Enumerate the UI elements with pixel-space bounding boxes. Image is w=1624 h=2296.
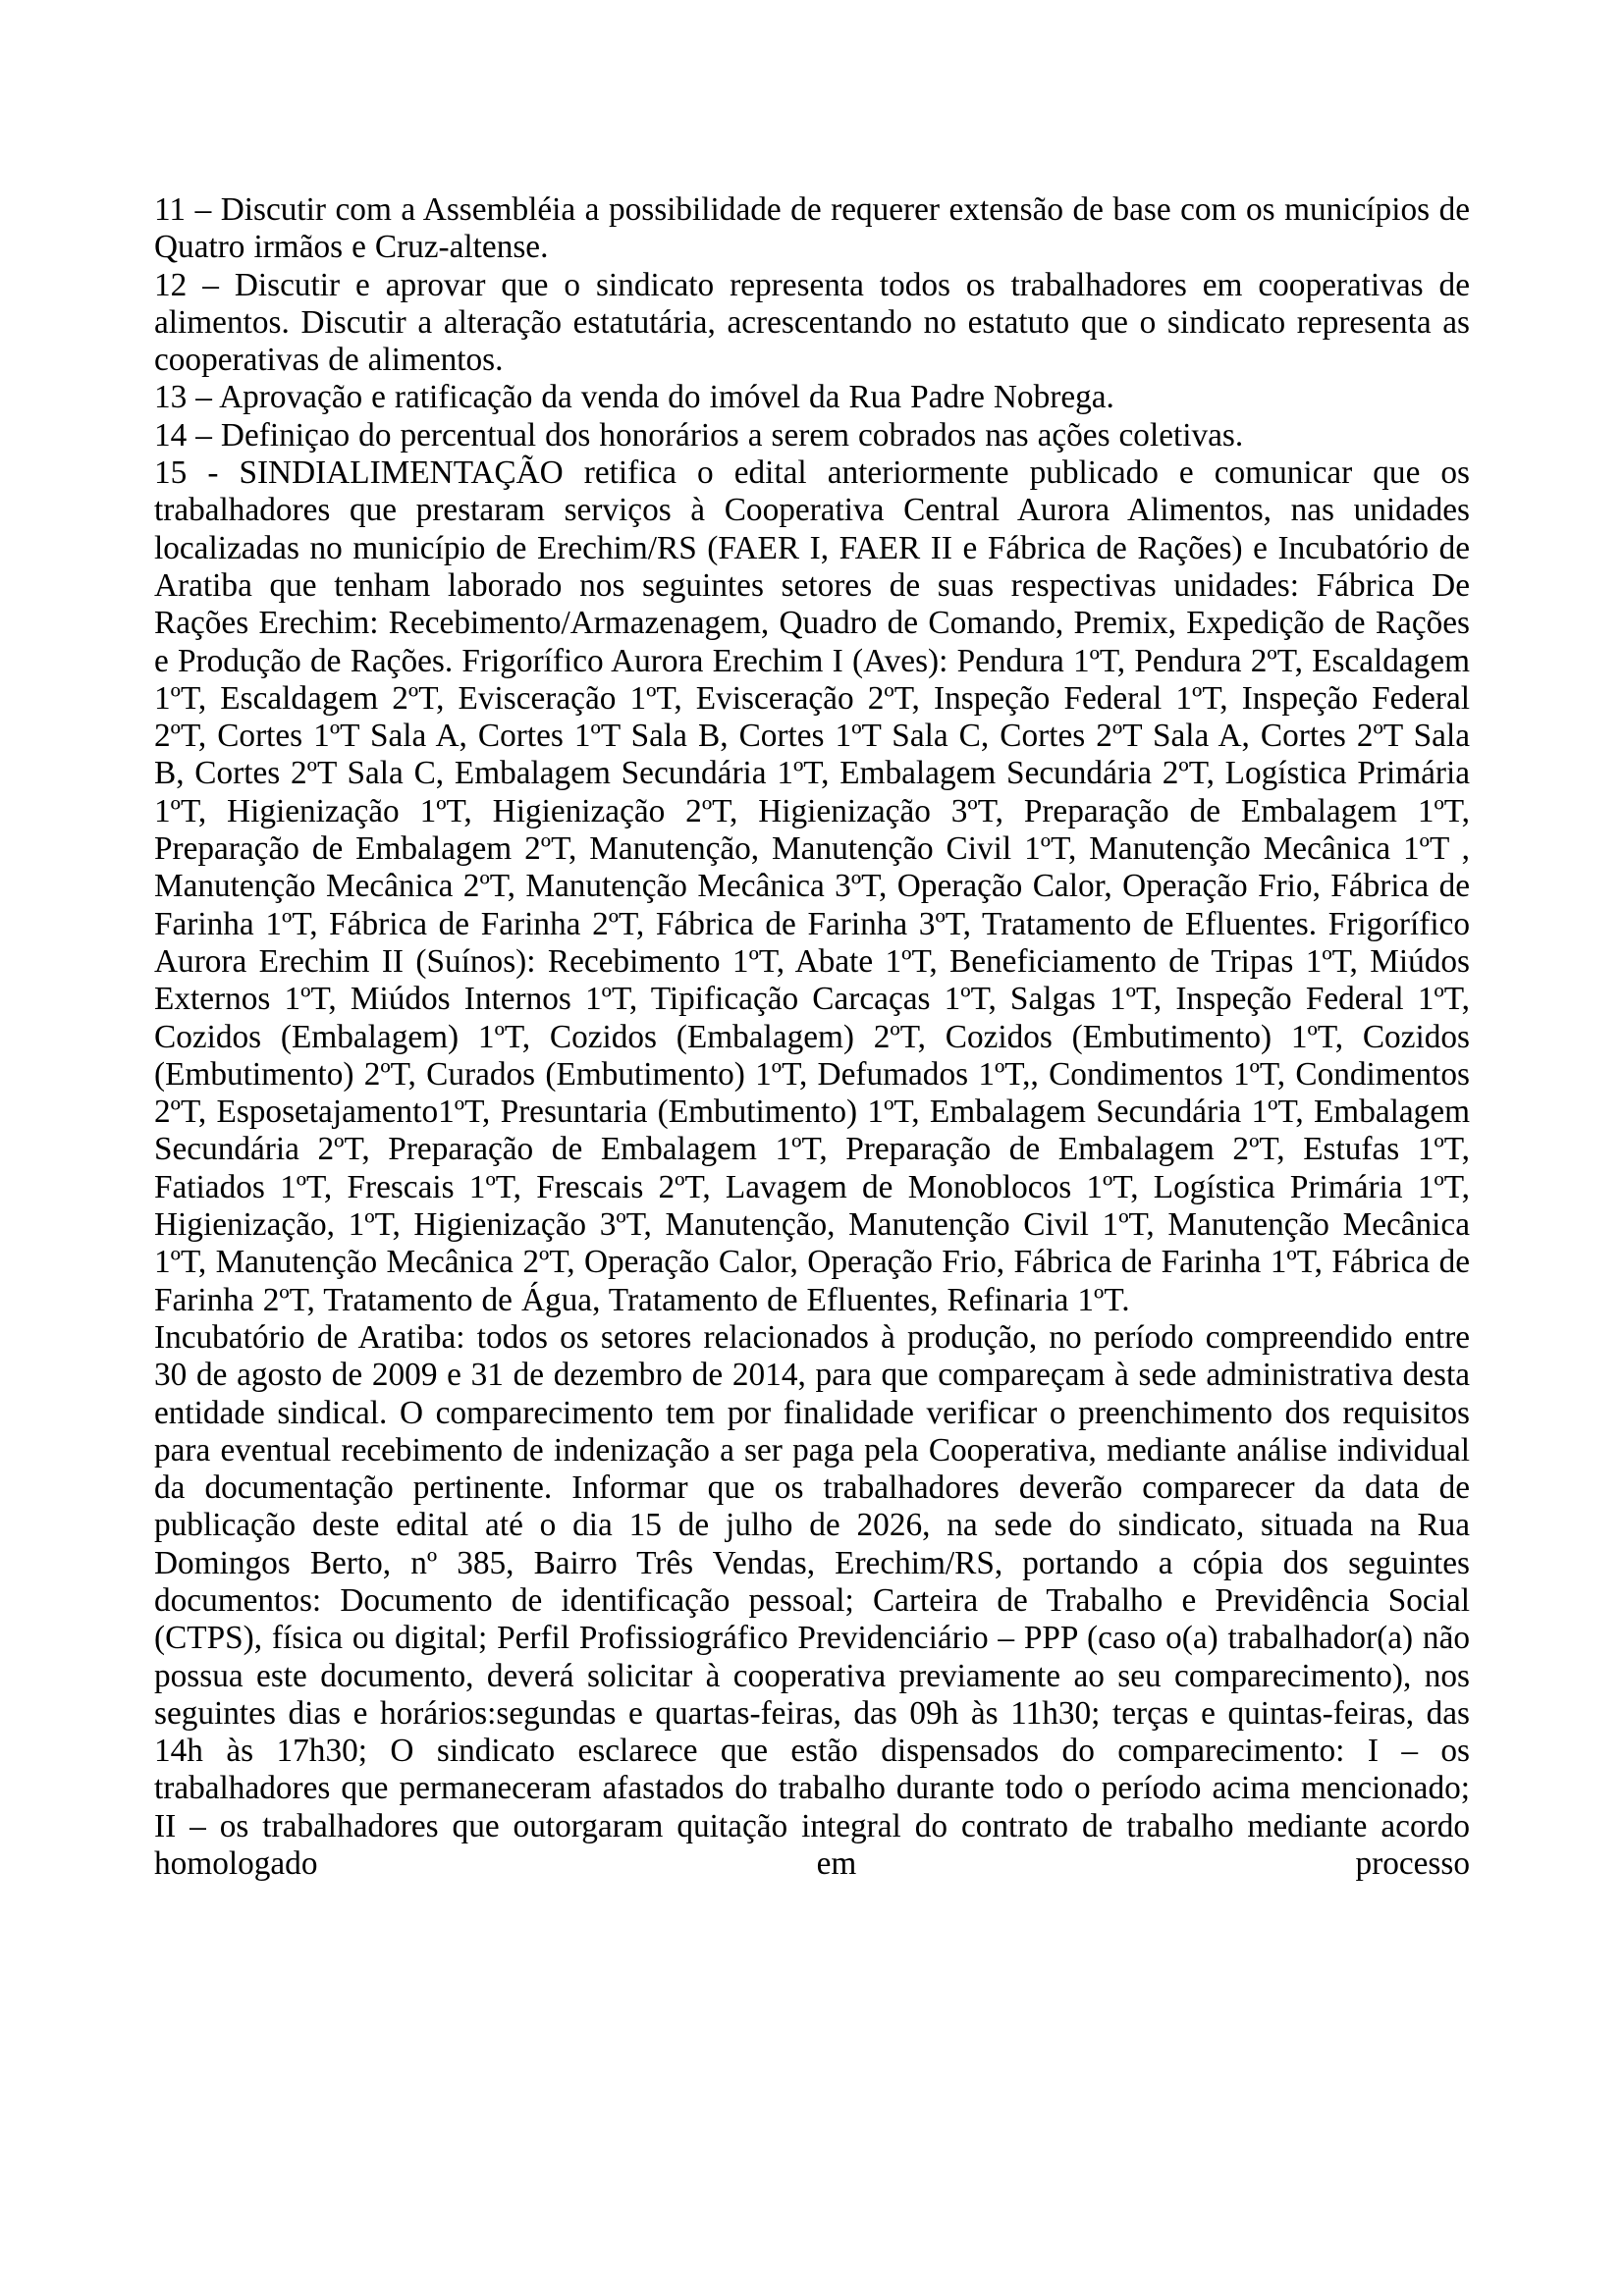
paragraph-item-14: 14 – Definiçao do percentual dos honorários a serem cobrados nas ações coletivas. bbox=[154, 416, 1244, 454]
paragraph-item-15: 15 - SINDIALIMENTAÇÃO retifica o edital anteriormente publicado e comunicar que os trabalhadores que prestaram serviços à Cooperativa Central Aurora Alimentos, nas unidades localizadas no município de Erechim/RS (FAER I, FAER II e Fábrica de Rações) e Incubatório de Aratiba que tenham laborado nos seguintes setores de suas respectivas unidades: Fábrica De Rações Erechim: Recebimento/Armazenagem, Quadro de Comando, Premix, Expedição de Rações e Produção de Rações. Frigorífico Aurora Erechim I (Aves): Pendura 1ºT, Pendura 2ºT, Escaldagem 1ºT, Escaldagem 2ºT, Evisceração 1ºT, Evisceração 2ºT, Inspeção Federal 1ºT, Inspeção Federal 2ºT, Cortes 1ºT Sala A, Cortes 1ºT Sala B, Cortes 1ºT Sala C, Cortes 2ºT Sala A, Cortes 2ºT Sala B, Cortes 2ºT Sala C, Embalagem Secundária 1ºT, Embalagem Secundária 2ºT, Logística Primária 1ºT, Higienização 1ºT, Higienização 2ºT, Higienização 3ºT, Preparação de Embalagem 1ºT, Preparação de Embalagem 2ºT, Manutenção, Manutenção Civil 1ºT, Manutenção Mecânica 1ºT , Manutenção Mecânica 2ºT, Manutenção Mecânica 3ºT, Operação Calor, Operação Frio, Fábrica de Farinha 1ºT, Fábrica de Farinha 2ºT, Fábrica de Farinha 3ºT, Tratamento de Efluentes. Frigorífico Aurora Erechim II (Suínos): Recebimento 1ºT, Abate 1ºT, Beneficiamento de Tripas 1ºT, Miúdos Externos 1ºT, Miúdos Internos 1ºT, Tipificação Carcaças 1ºT, Salgas 1ºT, Inspeção Federal 1ºT, Cozidos (Embalagem) 1ºT, Cozidos (Embalagem) 2ºT, Cozidos (Embutimento) 1ºT, Cozidos (Embutimento) 2ºT, Curados (Embutimento) 1ºT, Defumados 1ºT,, Condimentos 1ºT, Condimentos 2ºT, Esposetajamento1ºT, Presuntaria (Embutimento) 1ºT, Embalagem Secundária 1ºT, Embalagem Secundária 2ºT, Preparação de Embalagem 1ºT, Preparação de Embalagem 2ºT, Estufas 1ºT, Fatiados 1ºT, Frescais 1ºT, Frescais 2ºT, Lavagem de Monoblocos 1ºT, Logística Primária 1ºT, Higienização, 1ºT, Higienização 3ºT, Manutenção, Manutenção Civil 1ºT, Manutenção Mecânica 1ºT, Manutenção Mecânica 2ºT, Operação Calor, Operação Frio, Fábrica de Farinha 1ºT, Fábrica de Farinha 2ºT, Tratamento de Água, Tratamento de Efluentes, Refinaria 1ºT. bbox=[154, 454, 1470, 1318]
paragraph-item-13: 13 – Aprovação e ratificação da venda do imóvel da Rua Padre Nobrega. bbox=[154, 379, 1114, 416]
paragraph-item-12: 12 – Discutir e aprovar que o sindicato representa todos os trabalhadores em cooperativas de alimentos. Discutir a alteração estatutária, acrescentando no estatuto que o sindicato representa as cooperativas de alimentos. bbox=[154, 266, 1470, 379]
paragraph-incubatorio-aratiba: Incubatório de Aratiba: todos os setores relacionados à produção, no período compreendido entre 30 de agosto de 2009 e 31 de dezembro de 2014, para que compareçam à sede administrativa desta entidade sindical. O comparecimento tem por finalidade verificar o preenchimento dos requisitos para eventual recebimento de indenização a ser paga pela Cooperativa, mediante análise individual da documentação pertinente. Informar que os trabalhadores deverão comparecer da data de publicação deste edital até o dia 15 de julho de 2026, na sede do sindicato, situada na Rua Domingos Berto, nº 385, Bairro Três Vendas, Erechim/RS, portando a cópia dos seguintes documentos: Documento de identificação pessoal; Carteira de Trabalho e Previdência Social (CTPS), física ou digital; Perfil Profissiográfico Previdenciário – PPP (caso o(a) trabalhador(a) não possua este documento, deverá solicitar à cooperativa previamente ao seu comparecimento), nos seguintes dias e horários:segundas e quartas-feiras, das 09h às 11h30; terças e quintas-feiras, das 14h às 17h30; O sindicato esclarece que estão dispensados do comparecimento: I – os trabalhadores que permaneceram afastados do trabalho durante todo o período acima mencionado; II – os trabalhadores que outorgaram quitação integral do contrato de trabalho mediante acordo homologado em processo bbox=[154, 1318, 1470, 1883]
paragraph-item-11: 11 – Discutir com a Assembléia a possibilidade de requerer extensão de base com os municípios de Quatro irmãos e Cruz-altense. bbox=[154, 191, 1470, 266]
